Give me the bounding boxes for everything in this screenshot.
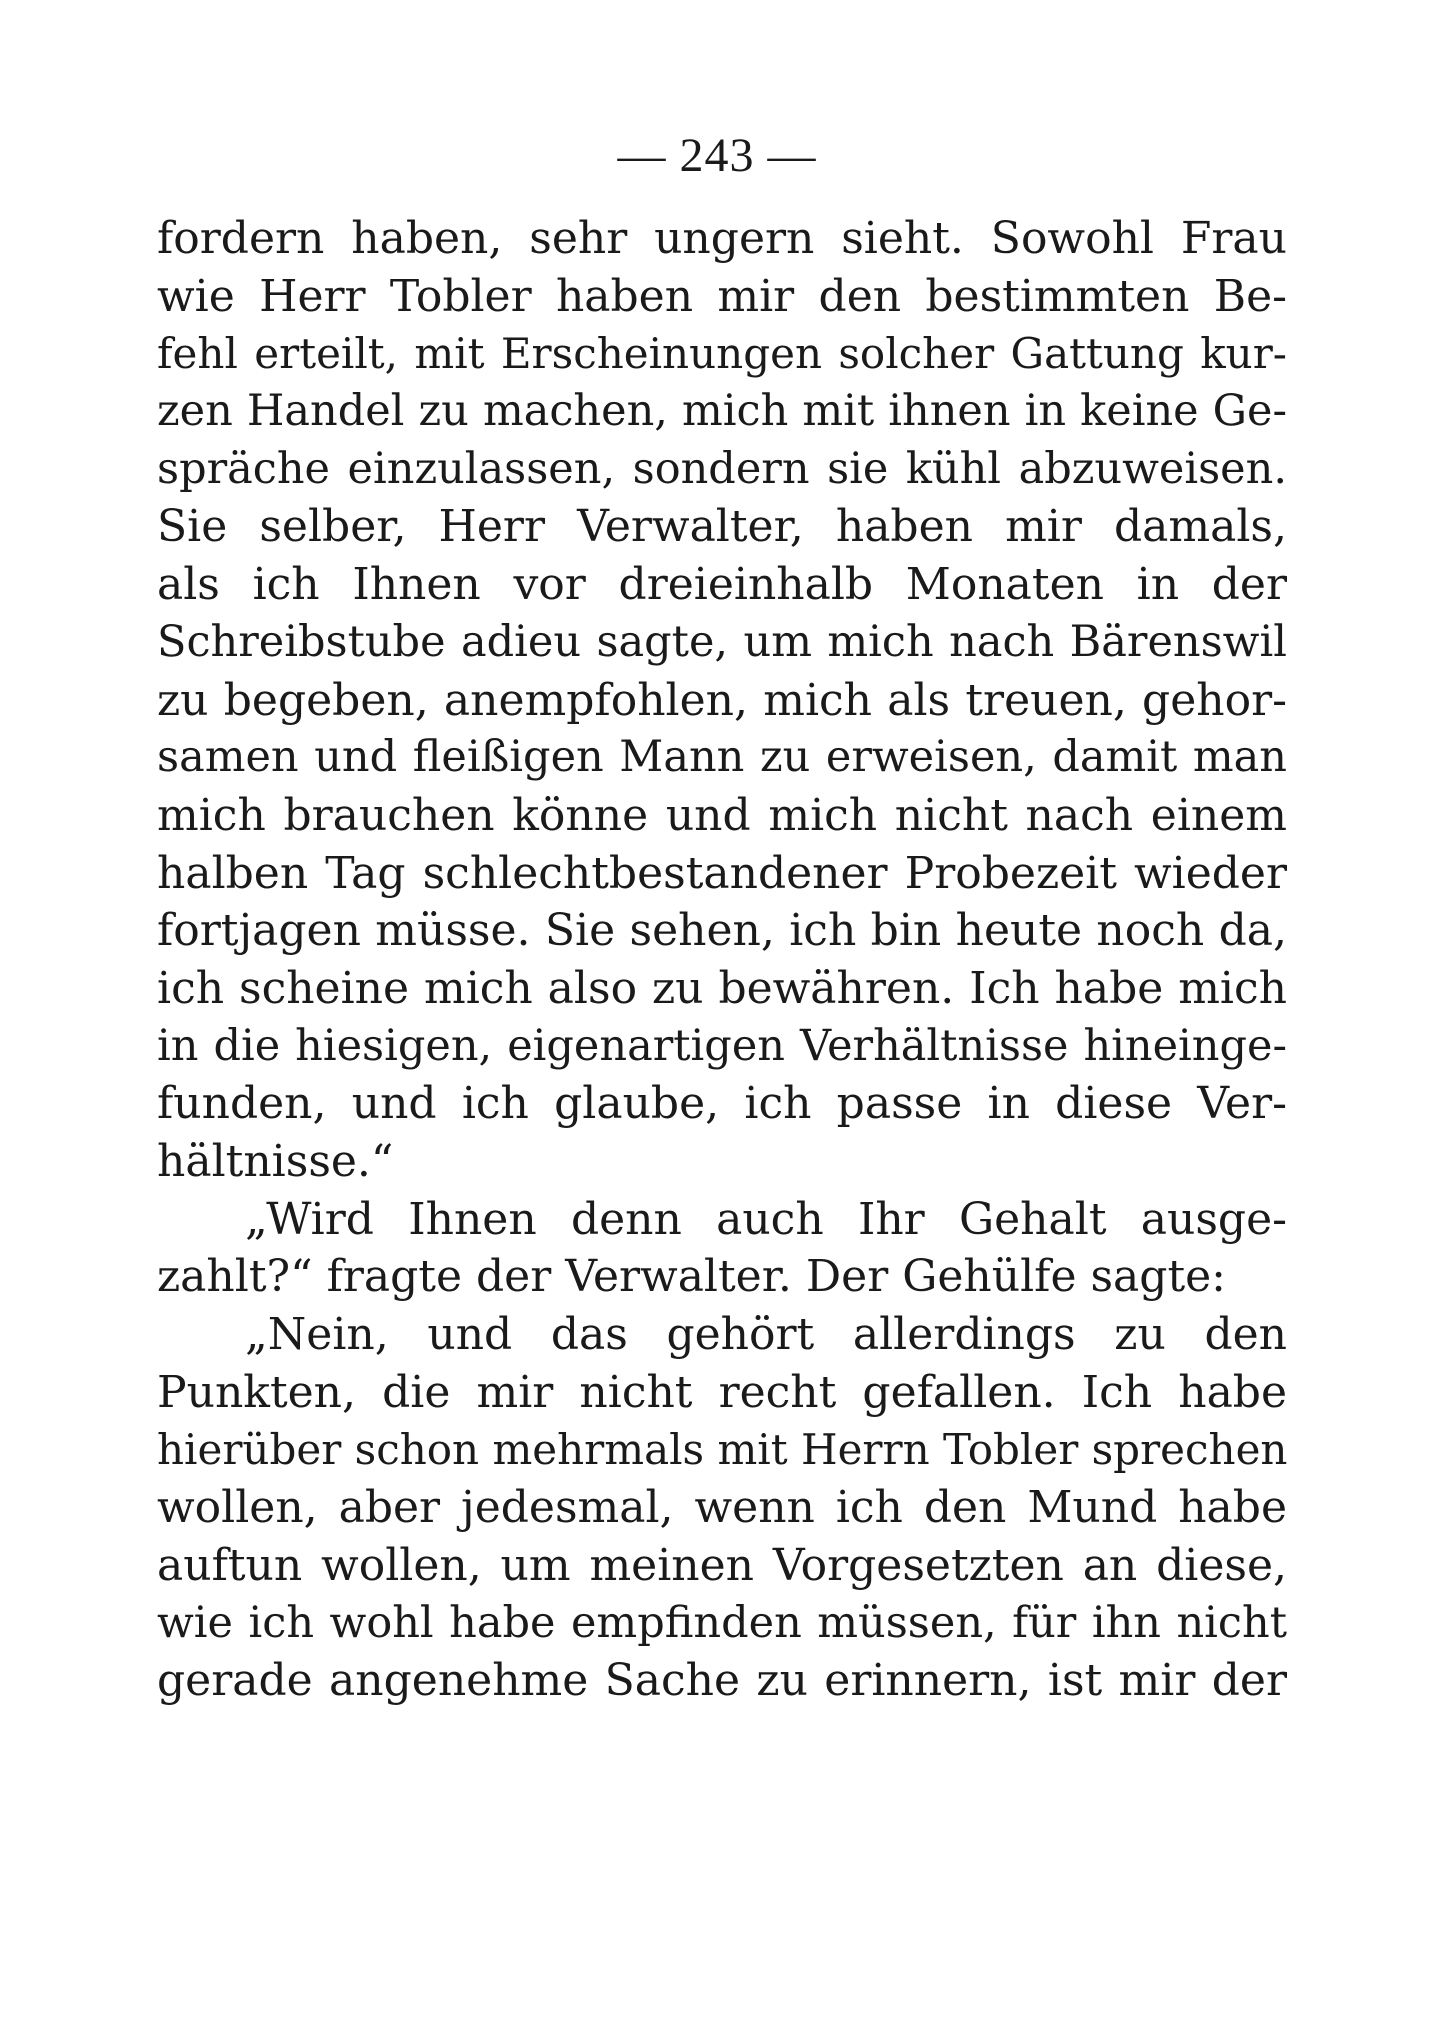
text-line: „Nein, und das gehört allerdings zu den [245,1309,1287,1361]
text-line: funden, und ich glaube, ich passe in diese Ver- [157,1078,1287,1130]
text-line: als ich Ihnen vor dreieinhalb Monaten in der [157,559,1287,611]
text-line: ich scheine mich also zu bewähren. Ich habe mich [157,962,1287,1014]
text-line: samen und fleißigen Mann zu erweisen, damit man [157,732,1287,783]
text-line: in die hiesigen, eigenartigen Verhältnisse hineinge- [157,1020,1287,1071]
text-line: Schreibstube adieu sagte, um mich nach Bärenswil [157,616,1287,667]
text-line: zu begeben, anempfohlen, mich als treuen, gehor- [157,674,1287,726]
text-line: Sie selber, Herr Verwalter, haben mir damals, [157,501,1287,553]
text-line: wie ich wohl habe empfinden müssen, für ihn nicht [157,1597,1287,1648]
page-number: — 243 — [617,129,817,182]
text-line: „Wird Ihnen denn auch Ihr Gehalt ausge- [245,1193,1287,1245]
text-line: zahlt?“ fragte der Verwalter. Der Gehülfe sagte: [157,1251,1226,1303]
text-line: auftun wollen, um meinen Vorgesetzten an diese, [157,1539,1287,1591]
text-line: fordern haben, sehr ungern sieht. Sowohl Frau [157,213,1287,264]
text-line: hierüber schon mehrmals mit Herrn Tobler sprechen [157,1425,1287,1475]
text-line: wie Herr Tobler haben mir den bestimmten Be- [157,270,1287,322]
text-line: fehl erteilt, mit Erscheinungen solcher Gattung kur- [157,329,1287,379]
text-line: wollen, aber jedesmal, wenn ich den Mund habe [157,1482,1287,1534]
text-line: gerade angenehme Sache zu erinnern, ist mir der [157,1655,1287,1707]
text-line: Punkten, die mir nicht recht gefallen. Ich habe [157,1366,1287,1418]
text-line: mich brauchen könne und mich nicht nach einem [157,789,1287,841]
text-line: halben Tag schlechtbestandener Probezeit wieder [157,847,1287,899]
text-line: hältnisse.“ [157,1136,394,1187]
text-line: spräche einzulassen, sondern sie kühl abzuweisen. [157,443,1287,494]
text-line: fortjagen müsse. Sie sehen, ich bin heute noch da, [157,905,1287,957]
text-line: zen Handel zu machen, mich mit ihnen in keine Ge- [157,386,1287,437]
body-text [157,210,1287,1710]
